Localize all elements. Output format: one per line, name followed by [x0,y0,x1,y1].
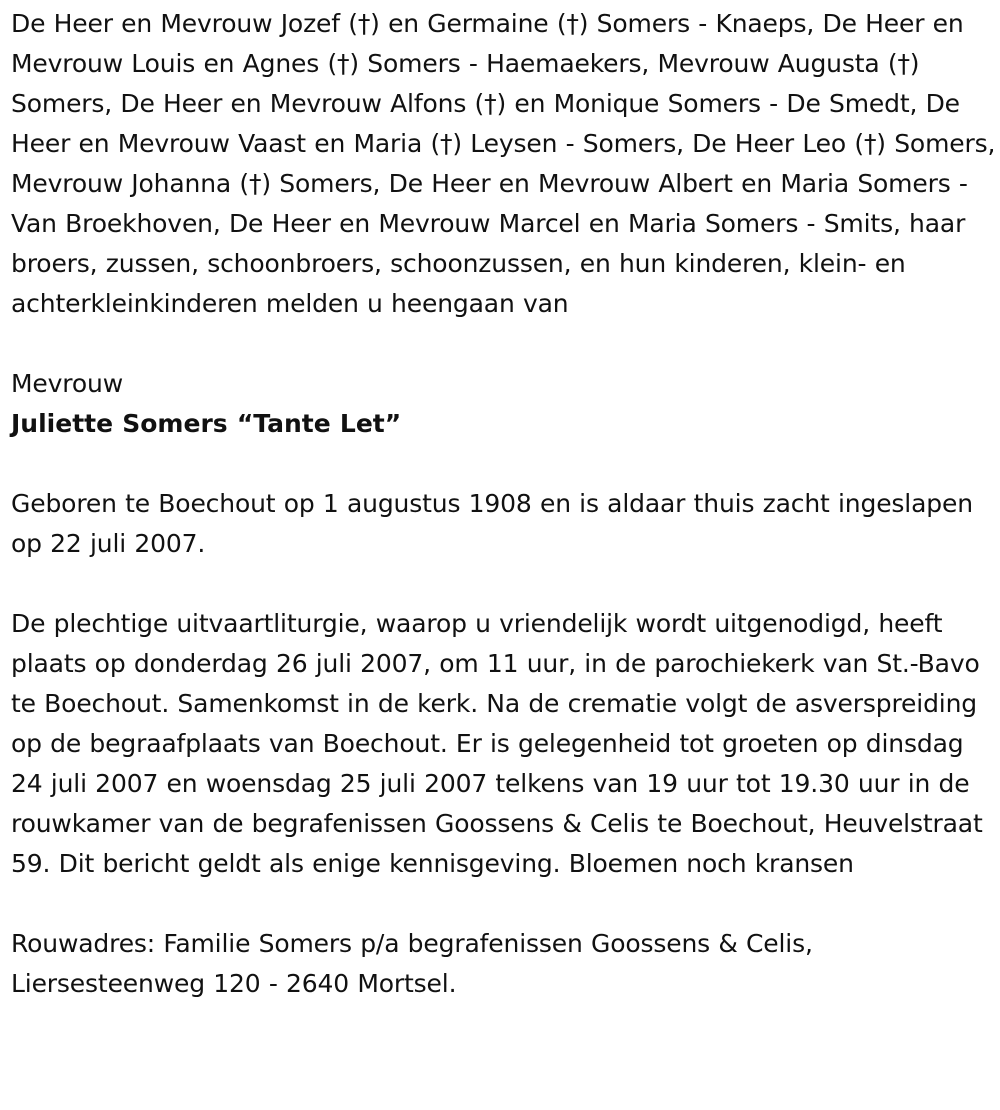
title-prefix: Mevrouw [11,369,124,398]
mourning-address-paragraph: Rouwadres: Familie Somers p/a begrafenissen Goossens & Celis, Liersesteenweg 120 - 2640 Mortsel. [11,929,813,998]
deceased-name: Juliette Somers “Tante Let” [11,409,402,438]
spacer [11,564,996,604]
spacer [11,324,996,364]
funeral-details-paragraph: De plechtige uitvaartliturgie, waarop u vriendelijk wordt uitgenodigd, heeft plaats op donderdag 26 juli 2007, om 11 uur, in de parochiekerk van St.-Bavo te Boechout. Samenkomst in de kerk. Na de crematie volgt de asverspreiding op de begraafplaats van Boechout. Er is gelegenheid tot groeten op dinsdag 24 juli 2007 en woensdag 25 juli 2007 telkens van 19 uur tot 19.30 uur in de rouwkamer van de begrafenissen Goossens & Celis te Boechout, Heuvelstraat 59. Dit bericht geldt als enige kennisgeving. Bloemen noch kransen [11,609,983,878]
birth-death-paragraph: Geboren te Boechout op 1 augustus 1908 en is aldaar thuis zacht ingeslapen op 22 juli 2007. [11,489,973,558]
family-intro-paragraph: De Heer en Mevrouw Jozef (†) en Germaine (†) Somers - Knaeps, De Heer en Mevrouw Louis en Agnes (†) Somers - Haemaekers, Mevrouw Augusta (†) Somers, De Heer en Mevrouw Alfons (†) en Monique Somers - De Smedt, De Heer en Mevrouw Vaast en Maria (†) Leysen - Somers, De Heer Leo (†) Somers, Mevrouw Johanna (†) Somers, De Heer en Mevrouw Albert en Maria Somers - Van Broekhoven, De Heer en Mevrouw Marcel en Maria Somers - Smits, haar broers, zussen, schoonbroers, schoonzussen, en hun kinderen, klein- en achterkleinkinderen melden u heengaan van [11,9,996,318]
spacer [11,884,996,924]
obituary-notice [11,4,996,1004]
spacer [11,444,996,484]
